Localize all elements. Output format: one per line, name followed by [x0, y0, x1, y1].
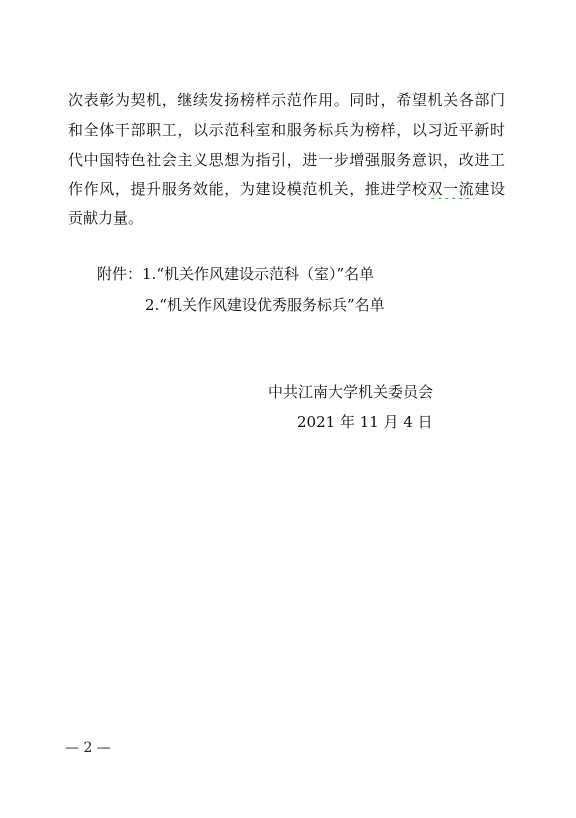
attachment-item-1	[97, 264, 374, 284]
attachment-label: 附件：	[97, 265, 143, 283]
body-text-line-4	[68, 179, 505, 199]
attachment-item-2	[145, 295, 385, 315]
spellcheck-marked-text: 双一流	[427, 180, 475, 198]
body-text-line-1: 次表彰为契机，继续发扬榜样示范作用。同时，希望机关各部门	[68, 91, 505, 109]
body-text-line-2: 和全体干部职工，以示范科室和服务标兵为榜样，以习近平新时	[68, 121, 505, 139]
body-text-line-3: 代中国特色社会主义思想为指引，进一步增强服务意识，改进工	[68, 151, 505, 169]
attachment-item-title: 1.“机关作风建设示范科（室）”名单	[142, 265, 375, 283]
signature-organization: 中共江南大学机关委员会	[268, 383, 434, 401]
body-text-line-4-segment: 建设	[474, 180, 505, 198]
body-text-line-5: 贡献力量。	[68, 209, 144, 227]
attachment-item-title: 2.“机关作风建设优秀服务标兵”名单	[145, 296, 385, 314]
signature-date: 2021 年 11 月 4 日	[297, 413, 433, 431]
body-text-line-4-segment: 作作风，提升服务效能，为建设模范机关，推进学校	[68, 180, 428, 198]
page-number: — 2 —	[65, 740, 111, 756]
